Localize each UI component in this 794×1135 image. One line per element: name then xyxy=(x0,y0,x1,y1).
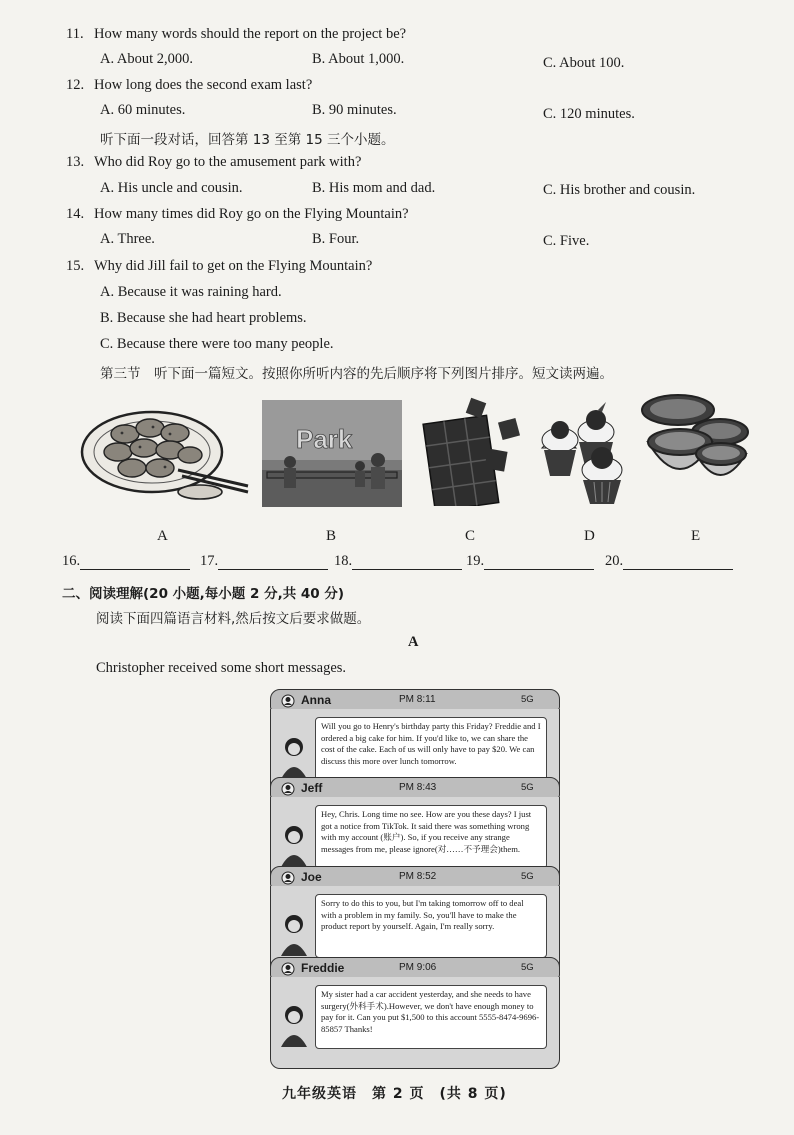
avatar-icon xyxy=(277,1003,311,1047)
question-text: Why did Jill fail to get on the Flying Mountain? xyxy=(94,258,373,274)
signal-label: 5G xyxy=(521,782,534,793)
option-11-b[interactable]: B. About 1,000. xyxy=(312,51,405,67)
option-11-c[interactable]: C. About 100. xyxy=(543,55,625,71)
option-15-b[interactable]: B. Because she had heart problems. xyxy=(100,310,307,326)
park-sign-text: Park xyxy=(296,424,353,454)
page-footer: 九年级英语 第 2 页 (共 8 页) xyxy=(282,1086,507,1102)
question-text: Who did Roy go to the amusement park with? xyxy=(94,154,362,170)
sender-name: Anna xyxy=(301,693,331,707)
question-text: How many words should the report on the project be? xyxy=(94,26,407,42)
avatar-icon xyxy=(277,823,311,867)
avatar-icon xyxy=(277,735,311,779)
picture-label-e: E xyxy=(691,528,701,544)
option-14-b[interactable]: B. Four. xyxy=(312,231,360,247)
question-14 xyxy=(66,206,409,223)
message-card-freddie[interactable] xyxy=(270,957,560,1069)
sender-name: Jeff xyxy=(301,781,323,795)
picture-label-c: C xyxy=(465,528,476,544)
message-text: Will you go to Henry's birthday party this Friday? Freddie and I ordered a big cake for him. If you'd like to, we can share the cost of the cake. Each of us will only have to pay $20. We can discuss this more over lunch tomorrow. xyxy=(315,717,547,781)
user-icon xyxy=(281,694,295,708)
picture-label-a: A xyxy=(157,528,168,544)
blank-number: 17. xyxy=(200,553,219,569)
section3-title xyxy=(100,362,613,382)
answer-blank-19[interactable] xyxy=(466,553,594,570)
signal-label: 5G xyxy=(521,871,534,882)
user-icon xyxy=(281,782,295,796)
message-time: PM 8:11 xyxy=(399,694,436,705)
part2-heading: 二、阅读理解(20 小题,每小题 2 分,共 40 分) xyxy=(62,586,345,602)
blank-number: 20. xyxy=(605,553,624,569)
part2-instruction: 阅读下面四篇语言材料,然后按文后要求做题。 xyxy=(96,611,371,627)
chocolate-bar-icon xyxy=(420,396,525,506)
answer-blank-16[interactable] xyxy=(62,553,190,570)
option-13-a[interactable]: A. His uncle and cousin. xyxy=(100,180,243,196)
instruction-13-15: 听下面一段对话，回答第 13 至第 15 三个小题。 xyxy=(100,132,395,148)
message-text: My sister had a car accident yesterday, and she needs to have surgery(外科手术).However, we don't have enough money to pay for it. Can you put $1,500 to this account 5555-8474-9696-85857 Thanks! xyxy=(315,985,547,1049)
message-header xyxy=(270,689,560,711)
blank-number: 18. xyxy=(334,553,353,569)
question-number: 13. xyxy=(66,154,85,170)
question-number: 15. xyxy=(66,258,85,274)
question-number: 12. xyxy=(66,77,85,93)
answer-blank-20[interactable] xyxy=(605,553,733,570)
message-header xyxy=(270,957,560,979)
avatar-icon xyxy=(277,912,311,956)
question-text: How long does the second exam last? xyxy=(94,77,313,93)
passage-intro: Christopher received some short messages. xyxy=(96,660,347,676)
option-15-a[interactable]: A. Because it was raining hard. xyxy=(100,284,282,300)
signal-label: 5G xyxy=(521,962,534,973)
option-13-c[interactable]: C. His brother and cousin. xyxy=(543,182,696,198)
section3-instruction: 听下面一篇短文。按照你所听内容的先后顺序将下列图片排序。短文读两遍。 xyxy=(154,366,613,382)
option-14-c[interactable]: C. Five. xyxy=(543,233,590,249)
answer-blank-18[interactable] xyxy=(334,553,462,570)
answer-blank-17[interactable] xyxy=(200,553,328,570)
message-header xyxy=(270,777,560,799)
cupcakes-icon xyxy=(536,396,636,506)
sender-name: Freddie xyxy=(301,961,345,975)
question-text: How many times did Roy go on the Flying Mountain? xyxy=(94,206,409,222)
question-13 xyxy=(66,154,361,171)
blank-number: 19. xyxy=(466,553,485,569)
option-15-c[interactable]: C. Because there were too many people. xyxy=(100,336,334,352)
park-photo-icon xyxy=(262,400,402,507)
picture-label-d: D xyxy=(584,528,595,544)
option-13-b[interactable]: B. His mom and dad. xyxy=(312,180,436,196)
question-number: 14. xyxy=(66,206,85,222)
message-text: Sorry to do this to you, but I'm taking tomorrow off to deal with a problem in my family. So, you'll have to make the product report by yourself. Again, I'm really sorry. xyxy=(315,894,547,958)
option-12-b[interactable]: B. 90 minutes. xyxy=(312,102,397,118)
option-12-a[interactable]: A. 60 minutes. xyxy=(100,102,186,118)
dumplings-plate-icon xyxy=(70,400,250,500)
signal-label: 5G xyxy=(521,694,534,705)
message-time: PM 8:52 xyxy=(399,871,437,882)
section3-heading: 第三节 xyxy=(100,366,141,382)
option-12-c[interactable]: C. 120 minutes. xyxy=(543,106,635,122)
soup-bowls-icon xyxy=(640,392,750,498)
question-15 xyxy=(66,258,372,275)
option-14-a[interactable]: A. Three. xyxy=(100,231,155,247)
message-header xyxy=(270,866,560,888)
picture-label-b: B xyxy=(326,528,337,544)
question-12 xyxy=(66,77,312,94)
user-icon xyxy=(281,871,295,885)
sender-name: Joe xyxy=(301,870,322,884)
passage-label: A xyxy=(408,634,419,650)
message-time: PM 8:43 xyxy=(399,782,437,793)
message-time: PM 9:06 xyxy=(399,962,437,973)
message-text: Hey, Chris. Long time no see. How are you these days? I just got a notice from TikTok. It said there was something wrong with my account (账户). So, if you receive any strange messages from me, please ignore(对……不予理会)them. xyxy=(315,805,547,869)
user-icon xyxy=(281,962,295,976)
option-11-a[interactable]: A. About 2,000. xyxy=(100,51,194,67)
question-11 xyxy=(66,26,406,43)
question-number: 11. xyxy=(66,26,84,42)
blank-number: 16. xyxy=(62,553,81,569)
